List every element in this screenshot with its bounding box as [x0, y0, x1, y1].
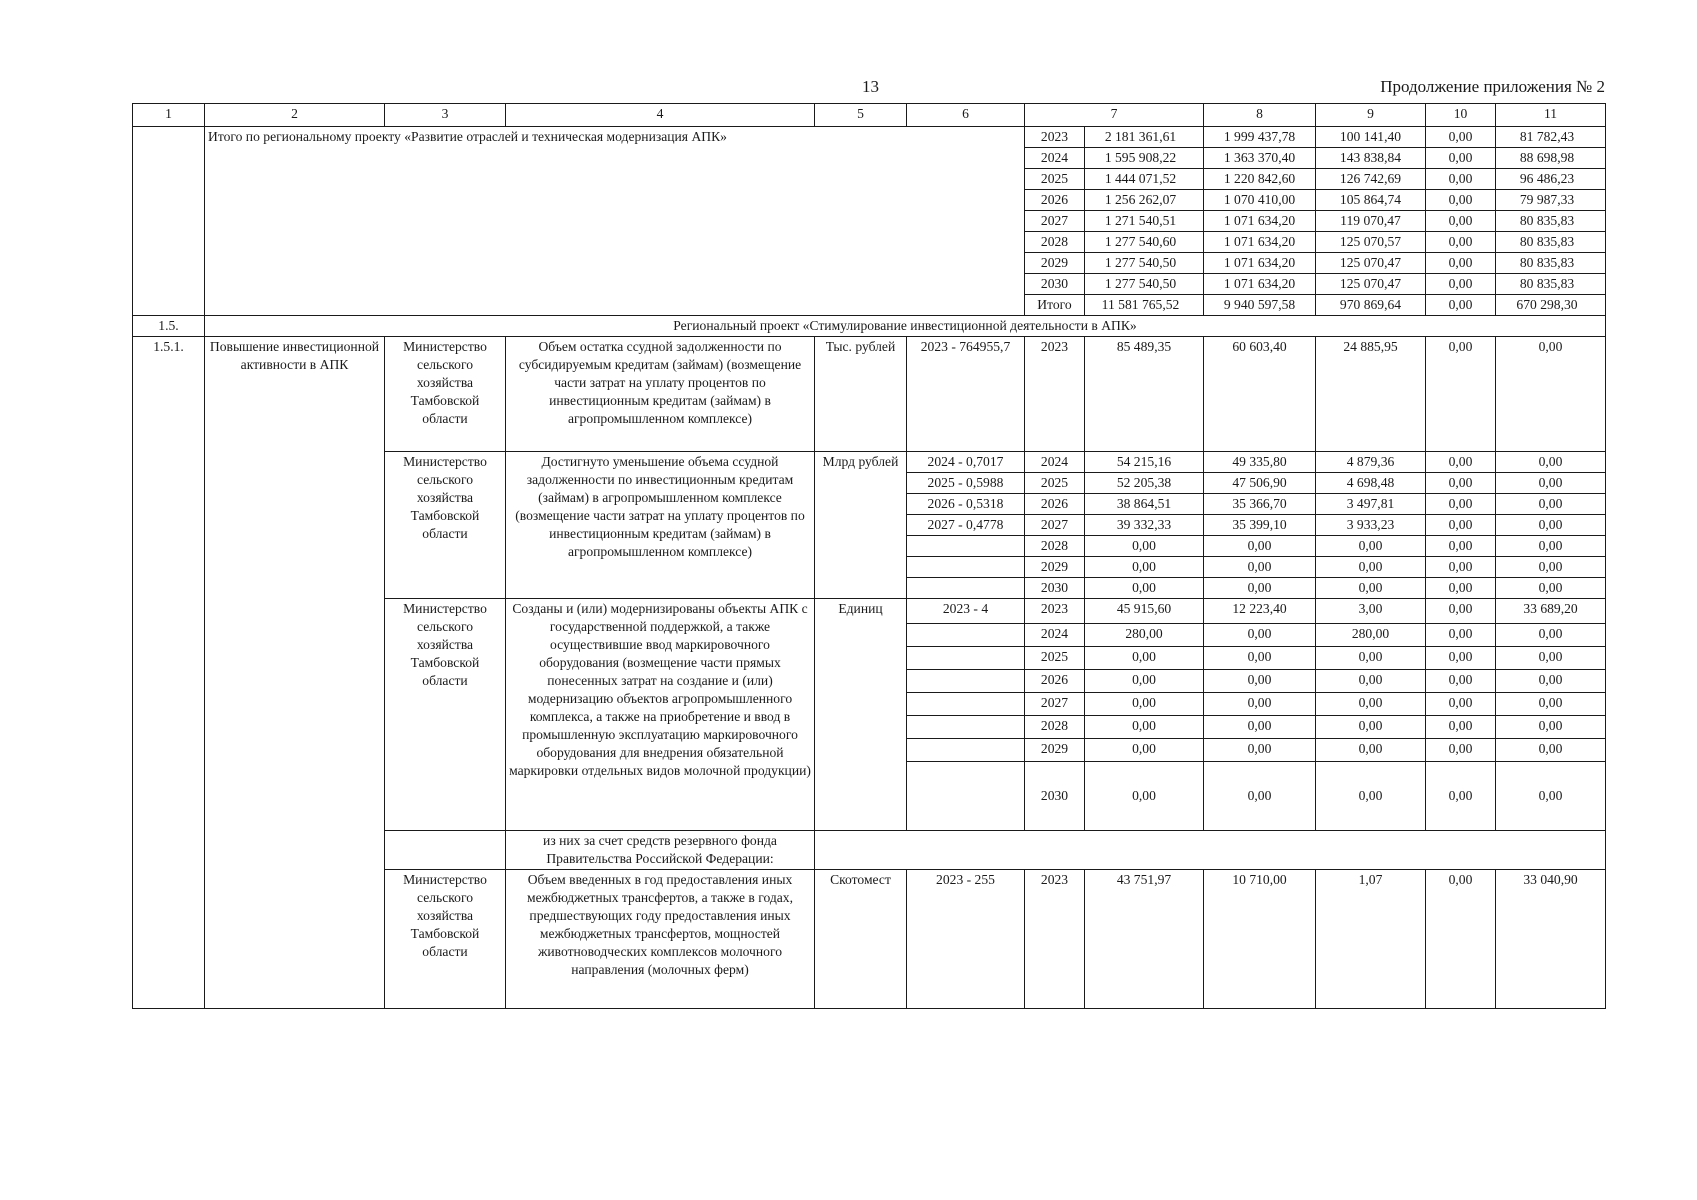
- unit-cell: Тыс. рублей: [815, 337, 907, 452]
- table-row: 2025 1 444 071,52 1 220 842,60 126 742,69 0,00 96 486,23: [133, 169, 1606, 190]
- table-row: 2028 0,00 0,00 0,00 0,00 0,00: [133, 716, 1606, 739]
- ministry-cell: Министерство сельского хозяйства Тамбовской области: [385, 870, 506, 1009]
- table-row: 2030 0,00 0,00 0,00 0,00 0,00: [133, 578, 1606, 599]
- table-row: Итого по региональному проекту «Развитие отраслей и техническая модернизация АПК» 2023 2 181 361,61 1 999 437,78 100 141,40 0,00 81 782,43: [133, 127, 1606, 148]
- col-number: 9: [1316, 104, 1426, 127]
- table-row: 2026 1 256 262,07 1 070 410,00 105 864,74 0,00 79 987,33: [133, 190, 1606, 211]
- col-number: 8: [1204, 104, 1316, 127]
- col-number: 3: [385, 104, 506, 127]
- col-number: 1: [133, 104, 205, 127]
- table-row: Министерство сельского хозяйства Тамбовской области Достигнуто уменьшение объема ссудной задолженности по инвестиционным кредитам (займам) в агропромышленном комплексе (возмещение части затрат на уплату процентов по инвестиционным кредитам (займам) в агропромышленном комплексе) Млрд рублей 2024 - 0,7017 2024 54 215,16 49 335,80 4 879,36 0,00 0,00: [133, 452, 1606, 473]
- ministry-cell: Министерство сельского хозяйства Тамбовской области: [385, 599, 506, 831]
- table-row: 2030 1 277 540,50 1 071 634,20 125 070,47 0,00 80 835,83: [133, 274, 1606, 295]
- table-row: 2027 - 0,4778 2027 39 332,33 35 399,10 3 933,23 0,00 0,00: [133, 515, 1606, 536]
- table-row: 1.5.1. Повышение инвестиционной активности в АПК Министерство сельского хозяйства Тамбовской области Объем остатка ссудной задолженности по субсидируемым кредитам (займам) (возмещение части затрат на уплату процентов по инвестиционным кредитам (займам) в агропромышленном комплексе) Тыс. рублей 2023 - 764955,7 2023 85 489,35 60 603,40 24 885,95 0,00 0,00: [133, 337, 1606, 452]
- table-row: 2029 0,00 0,00 0,00 0,00 0,00: [133, 739, 1606, 762]
- table-row: 2028 1 277 540,60 1 071 634,20 125 070,57 0,00 80 835,83: [133, 232, 1606, 253]
- target-cell: 2023 - 764955,7: [907, 337, 1025, 452]
- section-header-row: [133, 316, 1606, 337]
- reserve-fund-note: из них за счет средств резервного фонда Правительства Российской Федерации:: [506, 831, 815, 870]
- unit-cell: Млрд рублей: [815, 452, 907, 599]
- table-row: 2027 0,00 0,00 0,00 0,00 0,00: [133, 693, 1606, 716]
- table-row: 2030 0,00 0,00 0,00 0,00 0,00: [133, 762, 1606, 831]
- indicator-text: Объем остатка ссудной задолженности по субсидируемым кредитам (займам) (возмещение части затрат на уплату процентов по инвестиционным кредитам (займам) в агропромышленном комплексе): [506, 337, 815, 452]
- table-row: 2025 0,00 0,00 0,00 0,00 0,00: [133, 647, 1606, 670]
- item-name: Повышение инвестиционной активности в АПК: [205, 337, 385, 1009]
- table-row: 2024 1 595 908,22 1 363 370,40 143 838,84 0,00 88 698,98: [133, 148, 1606, 169]
- col-number: 4: [506, 104, 815, 127]
- col-number: 6: [907, 104, 1025, 127]
- table-row: Министерство сельского хозяйства Тамбовской области Созданы и (или) модернизированы объекты АПК с государственной поддержкой, а также осуществившие ввод маркировочного оборудования (возмещение части прямых понесенных затрат на создание и (или) модернизацию объектов агропромышленного комплекса, а также на приобретение и ввод в промышленную эксплуатацию маркировочного оборудования для внедрения обязательной маркировки отдельных видов молочной продукции) Единиц 2023 - 4 2023 45 915,60 12 223,40 3,00 0,00 33 689,20: [133, 599, 1606, 624]
- section-number: 1.5.: [133, 316, 205, 337]
- indicator-text: Достигнуто уменьшение объема ссудной задолженности по инвестиционным кредитам (займам) в агропромышленном комплексе (возмещение части затрат на уплату процентов по инвестиционным кредитам (займам) в агропромышленном комплексе): [506, 452, 815, 599]
- col-number: 7: [1025, 104, 1204, 127]
- table-row: 2029 1 277 540,50 1 071 634,20 125 070,47 0,00 80 835,83: [133, 253, 1606, 274]
- table-row: 2027 1 271 540,51 1 071 634,20 119 070,47 0,00 80 835,83: [133, 211, 1606, 232]
- unit-cell: Единиц: [815, 599, 907, 831]
- table-row: 2028 0,00 0,00 0,00 0,00 0,00: [133, 536, 1606, 557]
- regional-project-total-label: Итого по региональному проекту «Развитие отраслей и техническая модернизация АПК»: [205, 127, 1025, 316]
- section-title: Региональный проект «Стимулирование инвестиционной деятельности в АПК»: [205, 316, 1606, 337]
- table-row: 2026 - 0,5318 2026 38 864,51 35 366,70 3 497,81 0,00 0,00: [133, 494, 1606, 515]
- ministry-cell: Министерство сельского хозяйства Тамбовской области: [385, 452, 506, 599]
- table-row: 2024 280,00 0,00 280,00 0,00 0,00: [133, 624, 1606, 647]
- table-row: 2029 0,00 0,00 0,00 0,00 0,00: [133, 557, 1606, 578]
- item-number: 1.5.1.: [133, 337, 205, 1009]
- table-row: 2026 0,00 0,00 0,00 0,00 0,00: [133, 670, 1606, 693]
- appendix-note: Продолжение приложения № 2: [1380, 77, 1605, 96]
- col-number: 10: [1426, 104, 1496, 127]
- indicator-text: Объем введенных в год предоставления иных межбюджетных трансфертов, а также в годах, предшествующих году предоставления иных межбюджетных трансфертов, мощностей животноводческих комплексов молочного направления (молочных ферм): [506, 870, 815, 1009]
- ministry-cell: Министерство сельского хозяйства Тамбовской области: [385, 337, 506, 452]
- table-row: Итого 11 581 765,52 9 940 597,58 970 869,64 0,00 670 298,30: [133, 295, 1606, 316]
- unit-cell: Скотомест: [815, 870, 907, 1009]
- table-row: 2025 - 0,5988 2025 52 205,38 47 506,90 4 698,48 0,00 0,00: [133, 473, 1606, 494]
- appendix-table: [132, 103, 1606, 1009]
- indicator-text: Созданы и (или) модернизированы объекты АПК с государственной поддержкой, а также осуществившие ввод маркировочного оборудования (возмещение части прямых понесенных затрат на создание и (или) модернизацию объектов агропромышленного комплекса, а также на приобретение и ввод в промышленную эксплуатацию маркировочного оборудования для внедрения обязательной маркировки отдельных видов молочной продукции): [506, 599, 815, 831]
- target-cell: 2023 - 255: [907, 870, 1025, 1009]
- col-number: 11: [1496, 104, 1606, 127]
- col-number: 2: [205, 104, 385, 127]
- column-numbers-row: [133, 104, 1606, 127]
- table-row: Министерство сельского хозяйства Тамбовской области Объем введенных в год предоставления иных межбюджетных трансфертов, а также в годах, предшествующих году предоставления иных межбюджетных трансфертов, мощностей животноводческих комплексов молочного направления (молочных ферм) Скотомест 2023 - 255 2023 43 751,97 10 710,00 1,07 0,00 33 040,90: [133, 870, 1606, 1009]
- col-number: 5: [815, 104, 907, 127]
- page-number: 13: [862, 77, 879, 96]
